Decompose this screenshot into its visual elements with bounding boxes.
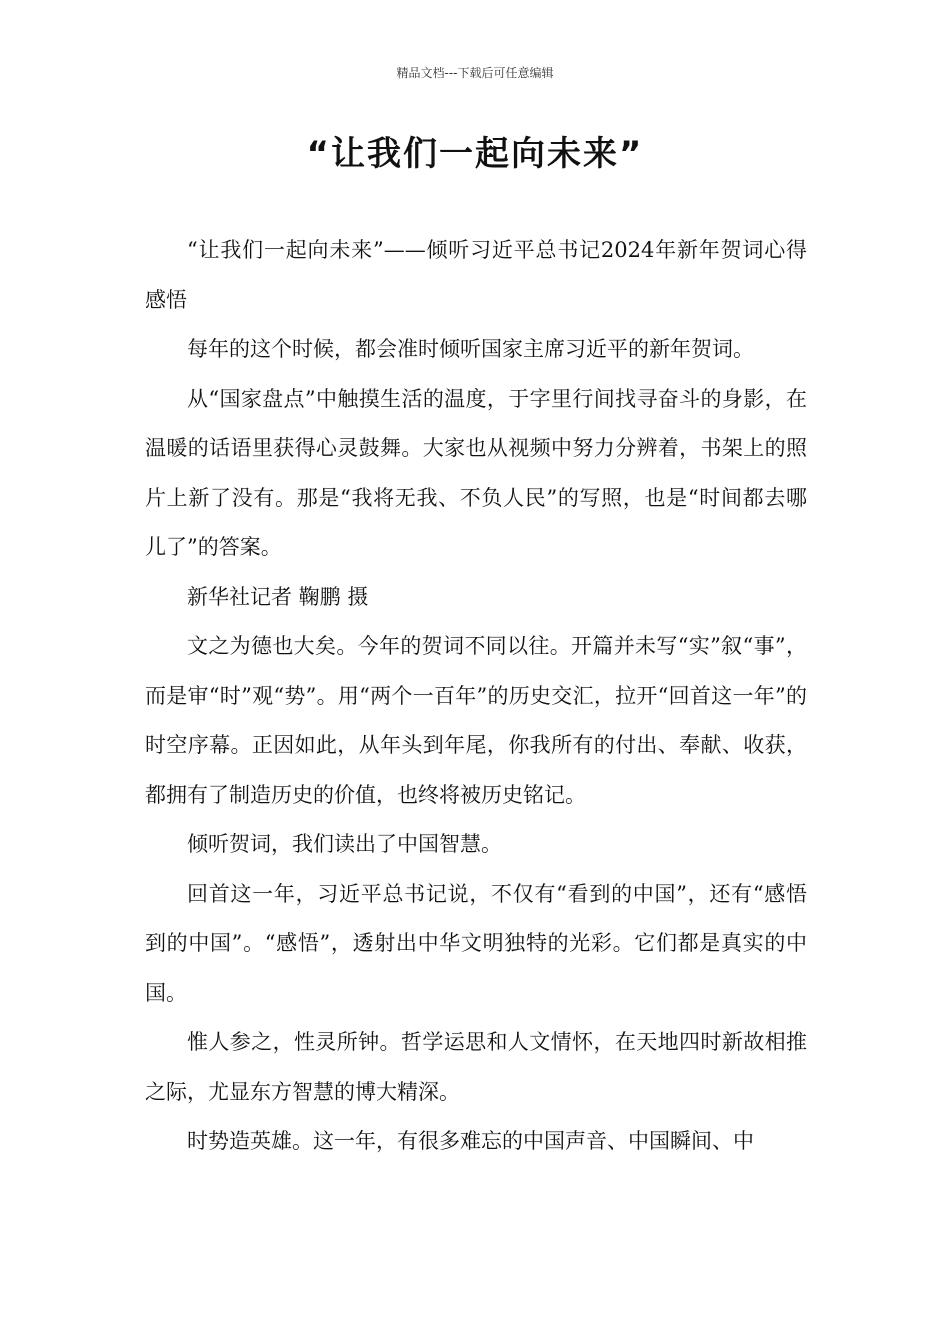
paragraph: 文之为德也大矣。今年的贺词不同以往。开篇并未写“实”叙“事”，而是审“时”观“势”。用“两个一百年”的历史交汇，拉开“回首这一年”的时空序幕。正因如此，从年头到年尾，你我所有的付出、奉献、收获，都拥有了制造历史的价值，也终将被历史铭记。 — [145, 634, 807, 807]
header-note: 精品文档---下载后可任意编辑 — [396, 66, 554, 80]
document-title: “让我们一起向未来” — [306, 134, 644, 174]
paragraph: 倾听贺词，我们读出了中国智慧。 — [187, 832, 502, 856]
paragraph: 从“国家盘点”中触摸生活的温度，于字里行间找寻奋斗的身影，在温暖的话语里获得心灵鼓舞。大家也从视频中努力分辨着，书架上的照片上新了没有。那是“我将无我、不负人民”的写照，也是“时间都去哪儿了”的答案。 — [145, 386, 807, 559]
paragraph: 每年的这个时候，都会准时倾听国家主席习近平的新年贺词。 — [187, 337, 754, 361]
paragraph: 时势造英雄。这一年，有很多难忘的中国声音、中国瞬间、中 — [187, 1129, 754, 1153]
paragraph: 惟人参之，性灵所钟。哲学运思和人文情怀，在天地四时新故相推之际，尤显东方智慧的博大精深。 — [145, 1030, 807, 1104]
paragraph: 回首这一年，习近平总书记说，不仅有“看到的中国”，还有“感悟到的中国”。“感悟”，透射出中华文明独特的光彩。它们都是真实的中国。 — [145, 881, 807, 1005]
photo-credit: 新华社记者 鞠鹏 摄 — [187, 584, 369, 609]
document-body — [145, 226, 807, 1167]
paragraph-subtitle: “让我们一起向未来”——倾听习近平总书记2024年新年贺词心得感悟 — [145, 238, 807, 312]
